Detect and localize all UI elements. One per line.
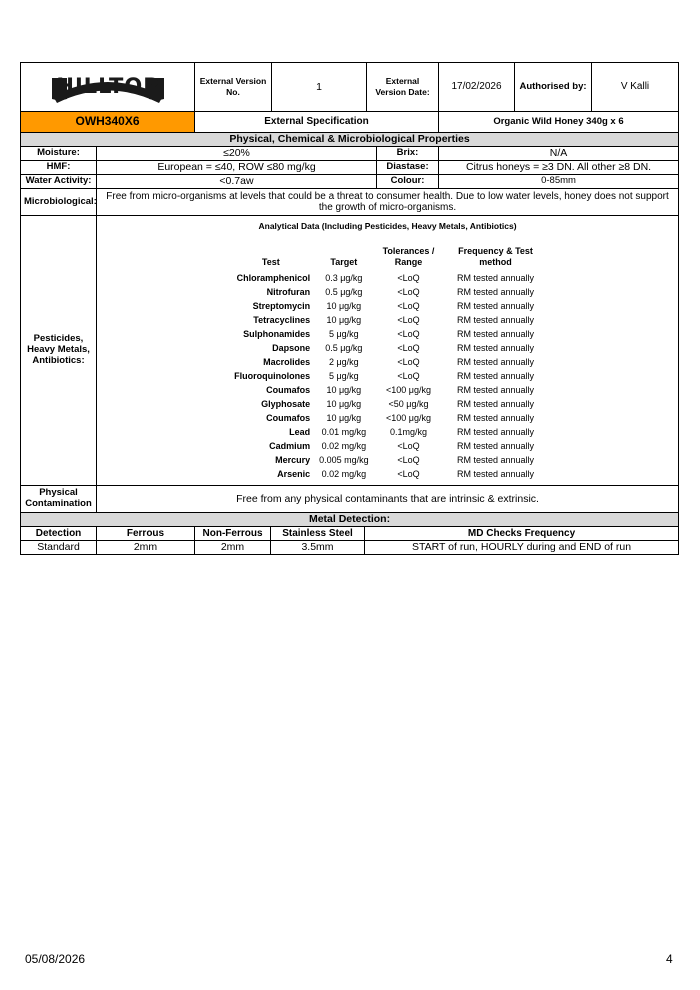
brix-label: Brix: [377,147,439,161]
target-value: 5 μg/kg [328,328,359,339]
spec-sheet [20,62,678,555]
spec-title: External Specification [195,112,439,133]
brix-value: N/A [439,147,679,161]
analytical-label: Pesticides, Heavy Metals, Antibiotics: [21,216,97,486]
test-name: Nitrofuran [266,286,311,297]
product-name: Organic Wild Honey 340g x 6 [439,112,679,133]
tolerance-value: <50 μg/kg [388,398,429,409]
analytical-cell [97,216,679,486]
authorised-value: V Kalli [592,63,679,112]
logo-text: HILLTOP [55,74,160,99]
analytical-row [228,383,548,397]
frequency-value: RM tested annually [456,314,535,325]
frequency-value: RM tested annually [456,468,535,479]
tolerance-value: <100 μg/kg [386,384,431,395]
metal-header: MD Checks Frequency [365,526,679,540]
frequency-value: RM tested annually [456,454,535,465]
frequency-value: RM tested annually [456,398,535,409]
frequency-value: RM tested annually [456,384,535,395]
moisture-label: Moisture: [21,147,97,161]
analytical-header: Test [261,256,280,267]
metal-cell: 2mm [97,540,195,554]
tolerance-value: <LoQ [397,328,420,339]
water-activity-label: Water Activity: [21,175,97,189]
metal-header: Non-Ferrous [195,526,271,540]
title-row [20,111,679,133]
logo [21,63,195,112]
frequency-value: RM tested annually [456,370,535,381]
section-pcm: Physical, Chemical & Microbiological Properties [21,133,679,147]
hmf-label: HMF: [21,161,97,175]
test-name: Sulphonamides [243,328,311,339]
target-value: 0.01 mg/kg [321,426,367,437]
metal-cell: 2mm [195,540,271,554]
analytical-row [228,425,548,439]
header-table [20,62,679,112]
frequency-value: RM tested annually [456,426,535,437]
diastase-label: Diastase: [377,161,439,175]
moisture-value: ≤20% [97,147,377,161]
tolerance-value: <LoQ [397,314,420,325]
frequency-value: RM tested annually [456,272,535,283]
analytical-row [228,299,548,313]
analytical-row [228,341,548,355]
analytical-header: Tolerances / Range [382,245,435,267]
target-value: 0.005 mg/kg [319,454,369,465]
frequency-value: RM tested annually [456,342,535,353]
analytical-row [228,327,548,341]
metal-cell: Standard [21,540,97,554]
frequency-value: RM tested annually [456,440,535,451]
test-name: Macrolides [263,356,311,367]
frequency-value: RM tested annually [456,300,535,311]
tolerance-value: <LoQ [397,356,420,367]
frequency-value: RM tested annually [456,328,535,339]
tolerance-value: <LoQ [397,370,420,381]
metal-cell: START of run, HOURLY during and END of run [365,540,679,554]
tolerance-value: <LoQ [397,440,420,451]
analytical-row [228,397,548,411]
page-number: 4 [666,952,673,966]
test-name: Tetracyclines [253,314,311,325]
physical-label: Physical Contamination [21,485,97,512]
metal-header: Ferrous [97,526,195,540]
target-value: 0.5 μg/kg [325,342,363,353]
target-value: 10 μg/kg [326,300,362,311]
ext-version-date-value: 17/02/2026 [439,63,515,112]
tolerance-value: <LoQ [397,342,420,353]
tolerance-value: <LoQ [397,286,420,297]
footer-date: 05/08/2026 [25,952,86,966]
analytical-row [228,467,548,481]
test-name: Dapsone [272,342,311,353]
target-value: 10 μg/kg [326,412,362,423]
analytical-row [228,271,548,285]
frequency-value: RM tested annually [456,286,535,297]
authorised-label: Authorised by: [515,63,592,112]
frequency-value: RM tested annually [456,356,535,367]
tolerance-value: <LoQ [397,300,420,311]
product-code: OWH340X6 [21,112,195,133]
diastase-value: Citrus honeys = ≥3 DN. All other ≥8 DN. [439,161,679,175]
tolerance-value: 0.1mg/kg [390,426,428,437]
micro-label: Microbiological: [21,189,97,216]
target-value: 0.02 mg/kg [321,468,367,479]
target-value: 0.3 μg/kg [325,272,363,283]
test-name: Arsenic [277,468,311,479]
analytical-row [228,285,548,299]
ext-version-date-label: External Version Date: [367,63,439,112]
metal-header: Stainless Steel [271,526,365,540]
analytical-row [228,439,548,453]
tolerance-value: <LoQ [397,272,420,283]
target-value: 10 μg/kg [326,398,362,409]
test-name: Chloramphenicol [236,272,311,283]
test-name: Cadmium [269,440,311,451]
water-activity-value: <0.7aw [97,175,377,189]
properties-table [20,132,679,513]
test-name: Mercury [275,454,311,465]
hilltop-logo [49,66,167,104]
analytical-row [228,355,548,369]
tolerance-value: <LoQ [397,468,420,479]
frequency-value: RM tested annually [456,412,535,423]
test-name: Lead [289,426,311,437]
target-value: 10 μg/kg [326,384,362,395]
micro-value: Free from micro-organisms at levels that could be a threat to consumer health. Due to low water levels, honey does not support the growth of micro-organisms. [97,189,679,216]
target-value: 0.5 μg/kg [325,286,363,297]
analytical-title: Analytical Data (Including Pesticides, Heavy Metals, Antibiotics) [258,221,517,231]
analytical-header: Target [330,256,358,267]
test-name: Coumafos [266,384,311,395]
target-value: 5 μg/kg [328,370,359,381]
test-name: Streptomycin [252,300,311,311]
analytical-row [228,369,548,383]
analytical-row [228,313,548,327]
target-value: 2 μg/kg [328,356,359,367]
analytical-header: Frequency & Test method [458,245,533,267]
hmf-value: European = ≤40, ROW ≤80 mg/kg [97,161,377,175]
tolerance-value: <LoQ [397,454,420,465]
tolerance-value: <100 μg/kg [386,412,431,423]
colour-value: 0-85mm [439,175,679,189]
colour-label: Colour: [377,175,439,189]
metal-cell: 3.5mm [271,540,365,554]
test-name: Coumafos [266,412,311,423]
analytical-table [228,242,548,481]
target-value: 0.02 mg/kg [321,440,367,451]
ext-version-label: External Version No. [195,63,272,112]
metal-table [20,512,679,555]
metal-header: Detection [21,526,97,540]
analytical-row [228,411,548,425]
test-name: Fluoroquinolones [234,370,311,381]
test-name: Glyphosate [261,398,311,409]
analytical-row [228,453,548,467]
ext-version-value: 1 [272,63,367,112]
target-value: 10 μg/kg [326,314,362,325]
section-metal: Metal Detection: [21,512,679,526]
physical-value: Free from any physical contaminants that are intrinsic & extrinsic. [97,485,679,512]
